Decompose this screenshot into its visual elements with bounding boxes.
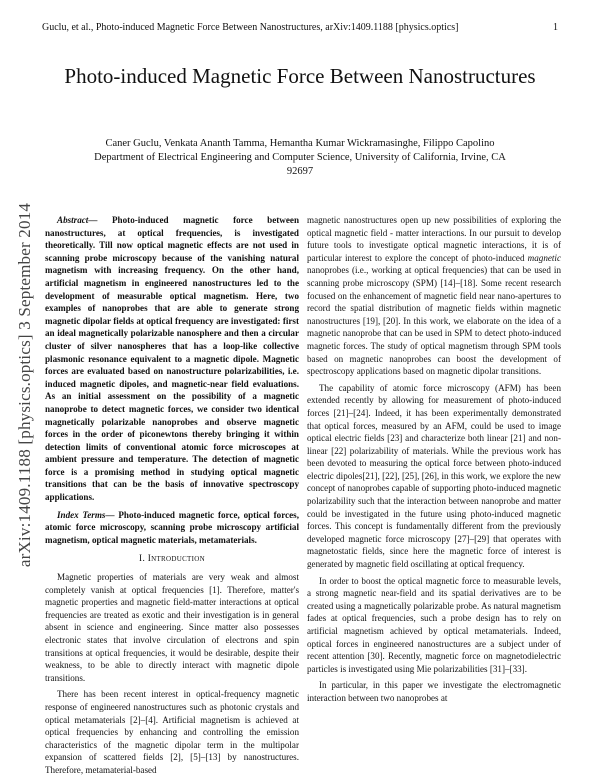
paragraph: In order to boost the optical magnetic force to measurable levels, a strong magnetic near-field and its spatial derivatives are to be created using a magnetically polarizable probe. As natural magnetism fades at optical frequencies, such a probe design has to rely on artificial magnetism achieved by optical metamaterials. Indeed, optical forces in engineered nanostructures are a subject under of recent attention [30]. Recently, magnetic force on magnetodielectric particles is investigated using Mie polarizabilities [31]–[33]. (307, 575, 561, 674)
authors: Caner Guclu, Venkata Ananth Tamma, Hemantha Kumar Wickramasinghe, Filippo Capolino (105, 138, 495, 149)
affiliation: Department of Electrical Engineering and Computer Science, University of California, Irvine, CA (94, 152, 506, 163)
page-number: 1 (553, 22, 558, 33)
zip-code: 92697 (286, 166, 314, 177)
running-header (42, 22, 558, 33)
abstract-text: Photo-induced magnetic force between nanostructures, at optical frequencies, is investigated theoretically. Till now optical magnetic effects are not used in scanning probe microscopy because of the vanishing natural magnetism with increasing frequency. On the other hand, artificial magnetism in engineered nanostructures led to the development of measurable optical magnetism. Here, two examples of nanoprobes that are able to generate strong magnetic dipolar fields at optical frequency are investigated: first an ideal magnetically polarizable nanosphere and then a circular cluster of silver nanospheres that has a loop-like collective plasmonic resonance equivalent to a magnetic dipole. Magnetic forces are evaluated based on nanostructure polarizabilities, i.e. induced magnetic dipoles, and magnetic-near field evaluations. As an initial assessment on the possibility of a magnetic nanoprobe to detect magnetic forces, we consider two identical magnetically polarizable nanoprobes and observe magnetic forces in the order of piconewtons thereby bringing it within detection limits of conventional atomic force microscopes at ambient pressure and temperature. The detection of magnetic force is a promising method in studying optical magnetic transitions that can be the basis of innovative spectroscopy applications. (45, 215, 299, 503)
running-title: Guclu, et al., Photo-induced Magnetic Force Between Nanostructures, arXiv:1409.1188 [physics.optics] (42, 22, 459, 33)
abstract-label: Abstract— (57, 215, 98, 225)
arxiv-stamp-text: arXiv:1409.1188 [physics.optics] 3 September 2014 (15, 202, 34, 568)
paragraph (307, 214, 561, 378)
section-number: I. (139, 554, 146, 565)
paragraph-text: magnetic nanostructures open up new possibilities of exploring the optical magnetic field - matter interactions. In our pursuit to develop future tools to investigate optical magnetic interactions, it is of particular interest to explore the concept of photo-induced (307, 215, 561, 263)
paper-title: Photo-induced Magnetic Force Between Nanostructures (64, 64, 536, 88)
paragraph-text: nanoprobes (i.e., working at optical frequencies) that can be used in scanning probe microscopy (SPM) [14]–[18]. Some recent research focused on the enhancement of magnetic field near nano-apertures to record the spatial distribution of magnetic fields within magnetic nanostructures [19], [20]. In this work, we elaborate on the idea of a magnetic nanoprobe that can be used in SPM to detect photo-induced magnetic forces. The study of optical magnetism through SPM tools based on magnetic nanoprobes can boost the development of spectroscopy applications based on magnetic dipolar transitions. (307, 265, 561, 377)
abstract (45, 214, 299, 504)
author-block (60, 137, 540, 179)
left-column (45, 214, 299, 781)
paragraph: Magnetic properties of materials are very weak and almost completely vanish at optical frequencies [1]. Therefore, matter's magnetic properties and magnetic field-matter interactions at optical frequencies are treated as exotic and their investigation is in general absent in science and engineering. Since matter also possesses electronic states that involve circulation of electrons and spin transitions at optical frequencies, it would be desirable, despite their weakness, to be able to directly interact with magnetic dipole transitions. (45, 572, 299, 683)
section-title: Introduction (147, 554, 205, 565)
arxiv-stamp (6, 180, 44, 590)
right-column (307, 214, 561, 709)
index-terms-text: Photo-induced magnetic force, optical forces, atomic force microscopy, scanning probe microscopy artificial magnetism, optical magnetic materials, metamaterials. (45, 509, 299, 545)
section-heading (45, 553, 299, 566)
index-terms (45, 509, 299, 547)
index-terms-label: Index Terms— (57, 509, 115, 520)
paragraph: In particular, in this paper we investigate the electromagnetic interaction between two nanoprobes at (307, 680, 561, 703)
emphasis: magnetic (527, 252, 561, 263)
paragraph: There has been recent interest in optical-frequency magnetic response of engineered nanostructures such as photonic crystals and optical metamaterials [2]–[4]. Artificial magnetism is achieved at optical frequencies by enhancing and controlling the emission characteristics of the magnetic dipolar term in the multipolar expansion of scattered fields [2], [5]–[13] by nanostructures. Therefore, metamaterial-based (45, 689, 299, 775)
paragraph: The capability of atomic force microscopy (AFM) has been extended recently by allowing for measurement of photo-induced forces [21]–[24]. Indeed, it has been experimentally demonstrated that optical forces, measured by an AFM, could be used to image optical electric fields [23] and characterize both linear [21] and non-linear [22] polarizability of materials. While the previous work has been devoted to measuring the optical force between photo-induced electric dipoles[21], [22], [25], [26], in this work, we explore the new concept of nanoprobes capable of supporting photo-induced magnetic polarizability such that the interaction between nanoprobe and matter could be investigated in the future using photo-induced magnetic forces. This concept is fundamentally different from the previously developed magnetic force microscopy [27]–[29] that operates with magnetostatic fields, since here the magnetic force of interest is generated by magnetic field oscillating at optical frequency. (307, 382, 561, 570)
